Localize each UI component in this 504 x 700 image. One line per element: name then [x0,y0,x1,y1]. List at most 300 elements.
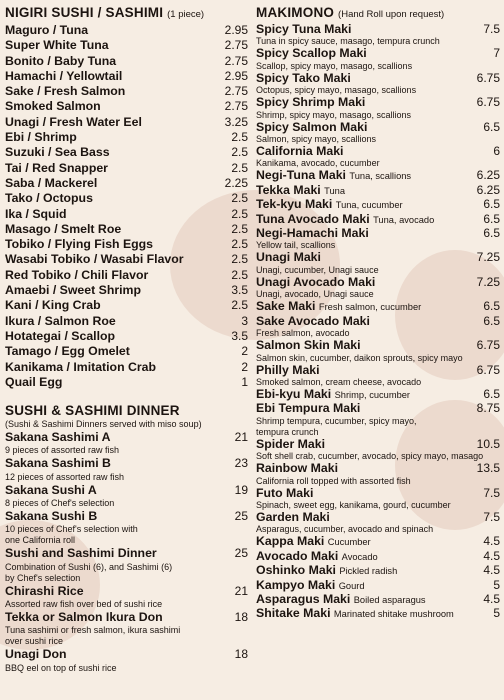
item-inline-desc: Gourd [338,580,365,591]
item-price: 25 [234,509,248,524]
menu-item [5,84,248,99]
item-name [5,283,141,298]
item-description: Assorted raw fish over bed of sushi rice [5,598,163,609]
menu-item-row [5,298,248,313]
item-name [5,252,184,267]
item-name-text: Rainbow Maki [256,461,338,476]
item-name [5,546,157,561]
item-name [256,169,411,183]
item-name-text: Futo Maki [256,485,314,500]
item-price: 5 [493,577,500,592]
item-name [256,550,378,564]
item-price: 2.5 [231,191,248,206]
item-inline-desc: Tuna [324,185,345,196]
menu-item-row [5,647,248,662]
item-name [256,339,361,352]
item-description: 12 pieces of assorted raw fish [5,471,125,482]
menu-item [256,511,500,535]
item-name [5,54,116,69]
item-price: 7.25 [476,274,500,289]
item-price: 2.5 [231,237,248,252]
item-price: 6.75 [476,70,500,85]
item-name-text: Sakana Sushi A [5,482,97,497]
item-name [256,227,369,240]
item-name-text: Ika / Squid [5,206,67,221]
nigiri-heading [5,4,248,23]
menu-item [256,300,500,314]
item-name [5,84,125,99]
menu-item [256,251,500,275]
menu-item-row [5,84,248,99]
menu-item [256,593,500,607]
menu-item-row [256,227,500,240]
menu-item-row [5,375,248,390]
dinner-heading [5,402,248,419]
item-name [5,145,110,160]
item-name [5,647,66,662]
menu-item-row [5,483,248,498]
item-name-text: Amaebi / Sweet Shrimp [5,283,141,298]
menu-item-row [5,344,248,359]
menu-item [256,402,500,437]
item-inline-desc: Avocado [341,551,378,562]
item-price: 3.25 [224,114,248,129]
menu-item-row [5,69,248,84]
item-name-text: Maguro / Tuna [5,23,89,37]
item-price: 13.5 [476,461,500,476]
item-price: 7.5 [483,485,500,500]
item-name [256,593,426,607]
item-name-text: Avocado Maki [256,548,339,563]
item-name [256,564,397,578]
menu-item-row [256,169,500,183]
menu-item-row [256,511,500,524]
item-price: 6.25 [476,182,500,197]
item-name [5,161,108,176]
item-name [256,462,338,475]
item-name-text: Ebi-kyu Maki [256,386,332,401]
menu-item-row [5,115,248,130]
item-name-text: Unagi Don [5,647,67,662]
item-description: 9 pieces of assorted raw fish [5,445,120,456]
item-price: 23 [234,456,248,471]
item-name-text: Negi-Tuna Maki [256,168,346,183]
item-price: 2.5 [231,145,248,160]
item-name-text: Ebi / Shrimp [5,130,77,145]
item-name-text: Spicy Scallop Maki [256,46,367,61]
item-name-text: Salmon Skin Maki [256,338,361,353]
item-price: 4.5 [483,534,500,549]
menu-item [5,647,248,673]
item-inline-desc: Tuna, avocado [373,214,435,225]
menu-item [5,509,248,546]
item-name [256,300,421,314]
item-name-text: Unagi Avocado Maki [256,274,376,289]
menu-item-row [5,161,248,176]
menu-item-row [256,593,500,607]
menu-item-row [256,213,500,227]
menu-item-row [5,130,248,145]
item-name-text: Ikura / Salmon Roe [5,313,116,328]
item-name-text: Masago / Smelt Roe [5,221,122,236]
menu-item [5,610,248,647]
item-description: Unagi, avocado, Unagi sauce [256,289,374,300]
item-name-text: Kampyo Maki [256,577,336,592]
item-price: 6.75 [476,362,500,377]
makimono-note: (Hand Roll upon request) [338,9,445,20]
item-description: Kanikama, avocado, cucumber [256,158,380,169]
item-name-text: Spicy Tako Maki [256,70,351,85]
menu-item [5,268,248,283]
menu-item [5,430,248,456]
item-name-text: Tobiko / Flying Fish Eggs [5,237,154,252]
menu-item-row [256,72,500,85]
menu-item-row [5,314,248,329]
item-description: Salmon, spicy mayo, scallions [256,134,377,145]
menu-item-row [5,584,248,599]
item-name [256,23,351,36]
item-price: 6.75 [476,338,500,353]
item-name [256,213,434,227]
item-price: 8.75 [476,401,500,416]
item-name [5,268,148,283]
menu-item [256,276,500,300]
item-name [256,198,403,212]
item-name [5,509,97,524]
menu-item-row [5,610,248,625]
menu-item [256,184,500,198]
item-price: 25 [234,546,248,561]
item-name-text: Shitake Maki [256,606,331,621]
menu-item-row [256,438,500,451]
item-name [256,251,321,264]
item-price: 10.5 [476,436,500,451]
menu-item-row [256,121,500,134]
menu-item [5,99,248,114]
menu-item-row [5,237,248,252]
item-name [256,364,320,377]
menu-item [5,130,248,145]
menu-item [5,176,248,191]
item-description: Salmon skin, cucumber, daikon sprouts, spicy mayo [256,352,463,363]
item-price: 2 [241,359,248,374]
menu-item-row [256,462,500,475]
item-name-text: Quail Egg [5,374,63,389]
menu-item-row [256,579,500,593]
item-price: 6.5 [483,299,500,314]
menu-item [256,169,500,183]
item-name [5,130,77,145]
menu-item-row [256,251,500,264]
makimono-title: MAKIMONO [256,5,335,20]
menu-item-row [256,564,500,578]
item-price: 7.5 [483,22,500,36]
item-name-text: Tekka or Salmon Ikura Don [5,609,163,624]
menu-item-row [256,487,500,500]
item-price: 6.5 [483,226,500,241]
item-name-text: Kanikama / Imitation Crab [5,359,157,374]
menu-item-row [256,300,500,314]
item-name [5,314,116,329]
menu-item-row [5,252,248,267]
menu-item [256,607,500,621]
makimono-heading [256,4,500,23]
item-name-text: Saba / Mackerel [5,175,98,190]
item-description: Shrimp tempura, cucumber, spicy mayo, [256,415,417,426]
item-description: Tuna sashimi or fresh salmon, ikura sashimi [5,625,181,636]
item-name-text: Bonito / Baby Tuna [5,53,117,68]
item-description: Octopus, spicy mayo, masago, scallions [256,85,417,96]
item-inline-desc: Pickled radish [339,566,398,577]
item-description: by Chef's selection [5,572,81,583]
item-name-text: Garden Maki [256,509,330,524]
item-price: 2.75 [224,99,248,114]
menu-item [5,298,248,313]
item-name [256,535,371,549]
item-description: BBQ eel on top of sushi rice [5,662,117,673]
item-name-text: Tai / Red Snapper [5,160,108,175]
menu-item-row [256,388,500,402]
item-description: Scallop, spicy mayo, masago, scallions [256,60,413,71]
item-name-text: Hotategai / Scallop [5,328,116,343]
item-name [5,456,111,471]
item-name-text: Sushi and Sashimi Dinner [5,546,157,561]
menu-item-row [256,47,500,60]
item-description: Unagi, cucumber, Unagi sauce [256,264,379,275]
item-description: Asparagus, cucumber, avocado and spinach [256,524,434,535]
item-price: 2.5 [231,130,248,145]
item-name [256,487,313,500]
item-name-text: Chirashi Rice [5,583,84,598]
item-name-text: Tek-kyu Maki [256,197,333,212]
item-price: 2.95 [224,23,248,37]
item-name-text: Tuna Avocado Maki [256,211,370,226]
menu-item [256,550,500,564]
menu-item [256,535,500,549]
menu-item [5,222,248,237]
menu-item [5,23,248,38]
item-inline-desc: Shrimp, cucumber [334,389,411,400]
item-name-text: Sakana Sashimi B [5,456,111,471]
menu-item [5,252,248,267]
item-name-text: Tamago / Egg Omelet [5,344,130,359]
item-price: 6.5 [483,386,500,401]
item-price: 2 [241,344,248,359]
item-description: Fresh salmon, avocado [256,328,350,339]
menu-item [5,191,248,206]
item-name-text: Negi-Hamachi Maki [256,226,369,241]
item-description: 8 pieces of Chef's selection [5,498,115,509]
item-name [5,99,101,114]
item-description: one California roll [5,535,76,546]
item-name [5,176,97,191]
item-name-text: Asparagus Maki [256,591,351,606]
item-price: 6.25 [476,168,500,183]
item-description: Combination of Sushi (6), and Sashimi (6) [5,561,173,572]
menu-item [256,579,500,593]
item-name-text: Spider Maki [256,436,326,451]
item-name [5,375,62,390]
item-price: 6.5 [483,119,500,134]
item-name-text: Sake / Fresh Salmon [5,84,126,99]
item-price: 3.5 [231,283,248,298]
item-price: 19 [234,482,248,497]
item-price: 2.75 [224,53,248,68]
item-inline-desc: Boiled asparagus [353,594,426,605]
item-price: 2.5 [231,206,248,221]
menu-item [5,314,248,329]
menu-item [256,96,500,120]
item-description: California roll topped with assorted fish [256,475,411,486]
item-inline-desc: Cucumber [327,537,371,548]
menu-item [256,213,500,227]
item-name [5,430,110,445]
item-price: 6.5 [483,211,500,226]
menu-item [5,54,248,69]
item-name [256,145,343,158]
menu-item [5,483,248,509]
menu-item [256,315,500,339]
menu-item-row [256,198,500,212]
menu-item-row [5,268,248,283]
item-description: tempura crunch [256,426,319,437]
menu-item-row [256,23,500,36]
item-name [256,438,325,451]
item-price: 18 [234,609,248,624]
menu-item [5,69,248,84]
item-name [5,38,109,53]
menu-item-row [5,176,248,191]
item-name [256,579,365,593]
item-name-text: Sakana Sushi B [5,509,98,524]
menu-item [5,115,248,130]
item-name [5,584,84,599]
item-name-text: Hamachi / Yellowtail [5,68,123,83]
menu-item-row [256,535,500,549]
menu-item-row [256,315,500,328]
menu-item-row [256,339,500,352]
item-name-text: Wasabi Tobiko / Wasabi Flavor [5,252,184,267]
item-name [5,69,122,84]
menu-item-row [256,550,500,564]
item-name-text: Spicy Tuna Maki [256,22,352,36]
menu-item [256,47,500,71]
item-name-text: Kappa Maki [256,534,325,549]
item-price: 6.5 [483,313,500,328]
menu-item-row [256,607,500,621]
item-description: over sushi rice [5,636,64,647]
makimono-list [256,23,500,622]
menu-item-row [5,191,248,206]
menu-item-row [5,283,248,298]
menu-item-row [5,546,248,561]
menu-item [5,344,248,359]
menu-item-row [5,329,248,344]
menu-item-row [256,145,500,158]
menu-item [256,364,500,388]
menu-item [256,145,500,169]
item-name [256,388,410,402]
item-name [256,72,351,85]
item-name [5,483,97,498]
item-name-text: California Maki [256,144,344,159]
item-description: Yellow tail, scallions [256,240,336,251]
item-name [5,344,130,359]
menu-item-row [5,54,248,69]
item-price: 4.5 [483,563,500,578]
menu-item-row [5,509,248,524]
item-name [256,47,367,60]
item-name-text: Super White Tuna [5,38,109,53]
menu-item [5,38,248,53]
menu-item-row [5,23,248,38]
item-name [5,23,88,38]
item-name-text: Philly Maki [256,362,320,377]
item-name-text: Unagi Maki [256,250,321,265]
menu-item [256,487,500,511]
menu-item [256,23,500,47]
menu-item [5,456,248,482]
menu-item [5,161,248,176]
item-description: Tuna in spicy sauce, masago, tempura crunch [256,36,440,47]
menu-item-row [256,276,500,289]
item-name-text: Oshinko Maki [256,563,336,578]
nigiri-title: NIGIRI SUSHI / SASHIMI [5,5,164,20]
menu-item [5,584,248,610]
item-description: Shrimp, spicy mayo, masago, scallions [256,109,412,120]
menu-item [256,121,500,145]
item-name [256,121,367,134]
item-price: 18 [234,647,248,662]
menu-item [5,145,248,160]
menu-item-row [5,38,248,53]
item-price: 7.5 [483,509,500,524]
menu-item-row [5,207,248,222]
item-name-text: Kani / King Crab [5,298,101,313]
item-inline-desc: Fresh salmon, cucumber [318,302,422,313]
item-name-text: Sake Maki [256,299,316,314]
menu-item-row [256,96,500,109]
menu-item-row [5,145,248,160]
item-name [256,402,360,415]
menu-item-row [5,360,248,375]
menu-item [256,72,500,96]
menu-item [256,388,500,402]
item-name [5,115,142,130]
item-name-text: Spicy Shrimp Maki [256,95,366,110]
item-name-text: Red Tobiko / Chili Flavor [5,267,149,282]
item-name [256,96,365,109]
menu-item [5,283,248,298]
item-name [5,329,115,344]
item-price: 4.5 [483,548,500,563]
item-price: 6 [493,144,500,159]
menu-item [256,227,500,251]
item-name [5,237,153,252]
item-name [5,207,67,222]
item-name [256,511,330,524]
item-name [5,191,93,206]
item-description: Smoked salmon, cream cheese, avocado [256,376,422,387]
item-name-text: Tekka Maki [256,182,321,197]
item-price: 2.5 [231,160,248,175]
menu-item-row [5,456,248,471]
right-column [256,0,500,622]
item-price: 1 [241,374,248,389]
item-price: 21 [234,430,248,445]
menu-item [256,438,500,462]
item-price: 3 [241,313,248,328]
